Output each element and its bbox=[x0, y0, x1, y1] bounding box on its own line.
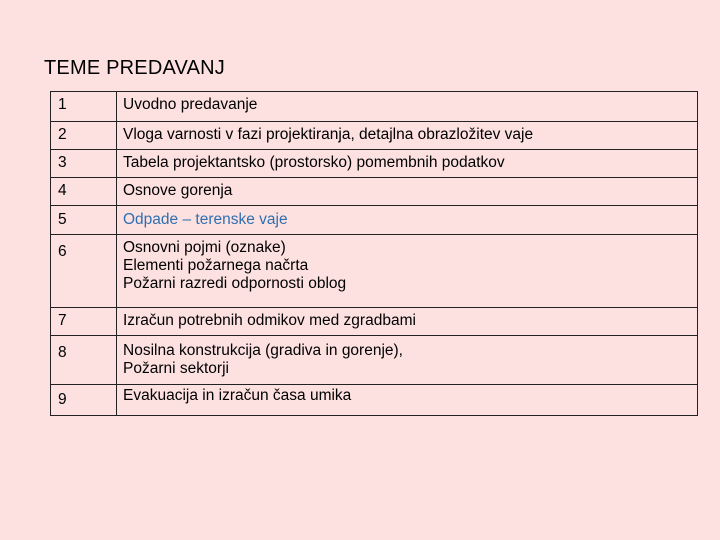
topic-line: Evakuacija in izračun časa umika bbox=[123, 387, 352, 404]
table-row bbox=[51, 150, 698, 178]
row-number: 8 bbox=[51, 336, 117, 385]
topic-line: Elementi požarnega načrta bbox=[123, 257, 309, 274]
table-row bbox=[51, 122, 698, 150]
topic-line: Osnove gorenja bbox=[123, 182, 233, 199]
table-row bbox=[51, 92, 698, 122]
row-number: 5 bbox=[51, 206, 117, 235]
table-row bbox=[51, 385, 698, 416]
table-row bbox=[51, 178, 698, 206]
row-topic bbox=[117, 308, 698, 336]
row-topic bbox=[117, 235, 698, 308]
row-topic bbox=[117, 178, 698, 206]
row-number: 3 bbox=[51, 150, 117, 178]
row-number: 2 bbox=[51, 122, 117, 150]
table-row bbox=[51, 308, 698, 336]
topic-line-highlighted: Odpade – terenske vaje bbox=[123, 211, 288, 228]
topic-line: Požarni sektorji bbox=[123, 360, 229, 377]
row-number: 6 bbox=[51, 235, 117, 308]
row-topic bbox=[117, 385, 698, 416]
row-topic bbox=[117, 92, 698, 122]
row-topic bbox=[117, 336, 698, 385]
topic-line: Vloga varnosti v fazi projektiranja, detajlna obrazložitev vaje bbox=[123, 126, 534, 143]
page-title: TEME PREDAVANJ bbox=[44, 57, 225, 79]
table-row bbox=[51, 235, 698, 308]
topic-line: Nosilna konstrukcija (gradiva in gorenje), bbox=[123, 342, 403, 359]
topic-line: Izračun potrebnih odmikov med zgradbami bbox=[123, 312, 416, 329]
row-topic bbox=[117, 150, 698, 178]
row-topic bbox=[117, 206, 698, 235]
row-number: 9 bbox=[51, 385, 117, 416]
topic-line: Osnovni pojmi (oznake) bbox=[123, 239, 286, 256]
row-number: 4 bbox=[51, 178, 117, 206]
topic-line: Uvodno predavanje bbox=[123, 96, 258, 113]
table-row bbox=[51, 206, 698, 235]
row-topic bbox=[117, 122, 698, 150]
topic-line: Požarni razredi odpornosti oblog bbox=[123, 275, 347, 292]
topic-line: Tabela projektantsko (prostorsko) pomembnih podatkov bbox=[123, 154, 505, 171]
table-row bbox=[51, 336, 698, 385]
row-number: 1 bbox=[51, 92, 117, 122]
row-number: 7 bbox=[51, 308, 117, 336]
lecture-topics-table bbox=[50, 91, 698, 416]
